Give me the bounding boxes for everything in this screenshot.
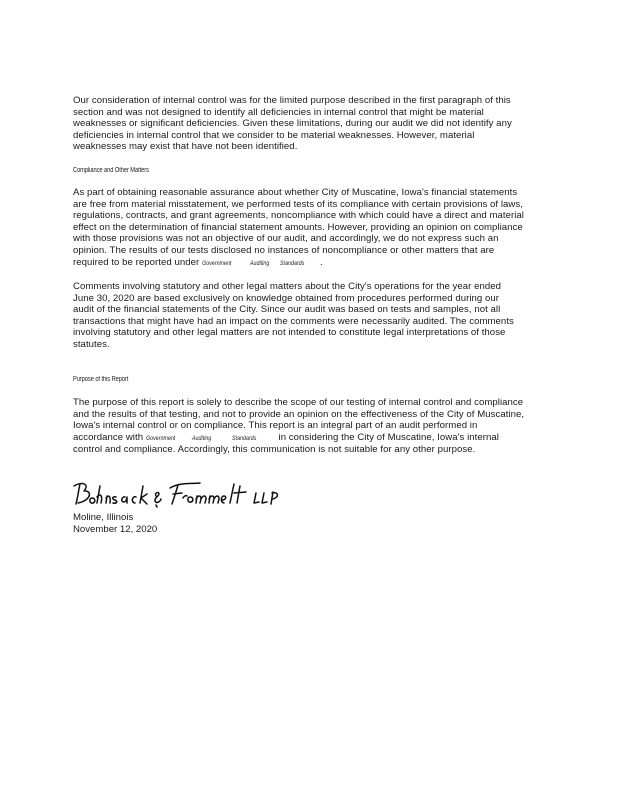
gas-word: Standards <box>231 434 257 442</box>
signature-location: Moline, Illinois <box>73 512 134 523</box>
text-line: deficiencies in internal control that we consider to be material weaknesses. However, material <box>73 129 475 141</box>
firm-signature <box>70 478 330 512</box>
text-fragment: in considering the City of Muscatine, Iowa's internal <box>275 431 499 443</box>
text-line: Comments involving statutory and other legal matters about the City's operations for the year ended <box>73 281 502 292</box>
paragraph-compliance <box>73 187 563 269</box>
text-fragment: accordance with <box>73 431 146 443</box>
text-line: As part of obtaining reasonable assurance about whether City of Muscatine, Iowa's financial statements <box>73 187 518 198</box>
text-line: are free from material misstatement, we performed tests of its compliance with certain provisions of laws, <box>73 198 523 210</box>
paragraph-internal-control <box>73 95 563 153</box>
text-line: regulations, contracts, and grant agreements, noncompliance with which could have a direct and material <box>73 210 524 222</box>
signature-block <box>73 512 157 536</box>
signature-icon <box>70 478 330 512</box>
paragraph-statutory <box>73 281 563 351</box>
text-line: with those provisions was not an objective of our audit, and accordingly, we do not express such an <box>73 233 499 245</box>
gas-word: Government <box>145 434 176 442</box>
text-line: and the results of that testing, and not to provide an opinion on the effectiveness of the City of Muscatine, <box>73 408 525 420</box>
gas-word: Standards <box>279 259 305 267</box>
paragraph-purpose <box>73 397 563 456</box>
text-line: Our consideration of internal control was for the limited purpose described in the first paragraph of this <box>73 95 511 106</box>
text-line: transactions that might have had an impact on the comments were necessarily audited. The comments <box>73 315 514 327</box>
gas-word: Auditing <box>191 434 212 442</box>
heading-purpose: Purpose of this Report <box>73 376 129 383</box>
text-line: The purpose of this report is solely to describe the scope of our testing of internal control and compliance <box>73 397 524 408</box>
text-fragment: . <box>319 256 323 268</box>
text-line: weaknesses may exist that have not been identified. <box>73 141 298 153</box>
heading-compliance: Compliance and Other Matters <box>73 167 149 174</box>
text-line: effect on the determination of financial statement amounts. However, providing an opinion on compliance <box>73 221 523 233</box>
text-line: June 30, 2020 are based exclusively on knowledge obtained from procedures performed during our <box>73 292 500 304</box>
text-line: weaknesses or significant deficiencies. Given these limitations, during our audit we did not identify any <box>73 118 512 130</box>
text-line <box>73 257 563 270</box>
text-fragment: required to be reported under <box>73 256 202 268</box>
text-line: section and was not designed to identify all deficiencies in internal control that might be material <box>73 106 484 118</box>
gas-word: Auditing <box>249 259 270 267</box>
text-line: Iowa's internal control or on compliance. This report is an integral part of an audit performed in <box>73 420 478 432</box>
gas-word: Government <box>201 259 232 267</box>
text-line: audit of the financial statements of the City. Since our audit was based on tests and samples, not all <box>73 304 501 316</box>
text-line: control and compliance. Accordingly, this communication is not suitable for any other purpose. <box>73 444 476 456</box>
text-line: involving statutory and other legal matters are not intended to constitute legal interpretations of those <box>73 327 506 339</box>
signature-date: November 12, 2020 <box>73 524 158 535</box>
text-line: opinion. The results of our tests disclosed no instances of noncompliance or other matters that are <box>73 244 495 256</box>
text-line: statutes. <box>73 338 110 350</box>
text-line <box>73 432 563 445</box>
